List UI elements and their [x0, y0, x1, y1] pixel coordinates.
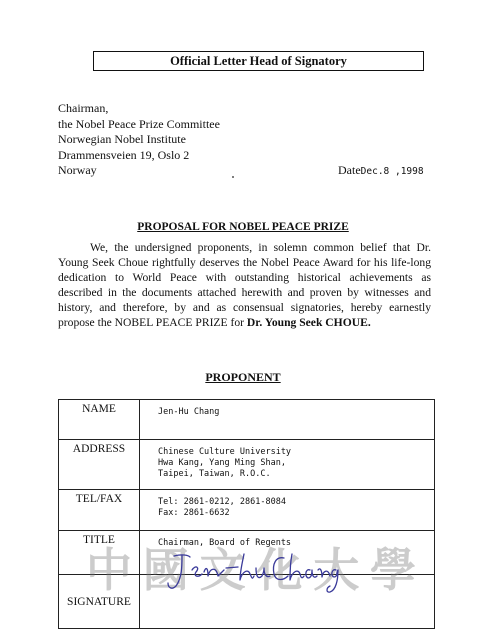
- watermark-char: 學: [369, 543, 416, 597]
- table-row: [59, 400, 435, 440]
- addressee-block: [58, 101, 220, 179]
- telfax-value: [140, 490, 435, 531]
- title-label: TITLE: [59, 531, 140, 575]
- date-line: [338, 163, 424, 178]
- proponent-heading: PROPONENT: [205, 370, 281, 384]
- title-value: Chairman, Board of Regents: [140, 531, 435, 575]
- watermark-char: 國: [142, 543, 189, 597]
- table-row: [59, 440, 435, 490]
- proposal-body: [58, 240, 431, 331]
- address-value: [140, 440, 435, 490]
- address-line: Chinese Culture University: [158, 447, 292, 457]
- name-label: NAME: [59, 400, 140, 440]
- handwritten-signature: [160, 550, 340, 594]
- telfax-label: TEL/FAX: [59, 490, 140, 531]
- watermark-char: 中: [86, 543, 132, 597]
- date-label: Date: [338, 163, 361, 177]
- address-line: Hwa Kang, Yang Ming Shan,: [158, 458, 286, 469]
- proposal-body-text: We, the undersigned proponents, in solemn common belief that Dr. Young Seek Choue rightfully deserves the Nobel Peace Award for his life-long dedication to World Peace with outstanding historical achievements as described in the documents attached herewith and proven by witnesses and history, and therefore, by and as consensual signatories, hereby earnestly propose the NOBEL PEACE PRIZE for: [58, 241, 431, 330]
- proposal-heading: PROPOSAL FOR NOBEL PEACE PRIZE: [137, 221, 349, 233]
- address-label: ADDRESS: [59, 440, 140, 490]
- stray-mark: [232, 176, 234, 178]
- watermark-char: 文: [199, 543, 246, 597]
- letterhead-title: Official Letter Head of Signatory: [170, 54, 347, 68]
- signature-strokes: [168, 554, 338, 592]
- fax-line: Fax: 2861-6632: [158, 508, 230, 519]
- watermark-char: 化: [256, 543, 303, 597]
- addressee-line: Norwegian Nobel Institute: [58, 132, 186, 146]
- addressee-line: Drammensveien 19, Oslo 2: [58, 147, 190, 162]
- letterhead-title-box: [93, 51, 424, 71]
- addressee-line: Chairman,: [58, 101, 109, 115]
- address-line: Taipei, Taiwan, R.O.C.: [158, 469, 271, 480]
- table-row: [59, 490, 435, 531]
- tel-line: Tel: 2861-0212, 2861-8084: [158, 497, 286, 507]
- nominee-name: Dr. Young Seek CHOUE.: [246, 316, 371, 330]
- addressee-line: the Nobel Peace Prize Committee: [58, 116, 220, 131]
- date-value: Dec.8 ,1998: [360, 166, 424, 177]
- proponent-table: [58, 399, 435, 629]
- addressee-line: Norway: [58, 163, 97, 177]
- watermark-char: 大: [313, 543, 360, 597]
- signature-label: SIGNATURE: [59, 575, 140, 629]
- name-value: Jen-Hu Chang: [140, 400, 435, 440]
